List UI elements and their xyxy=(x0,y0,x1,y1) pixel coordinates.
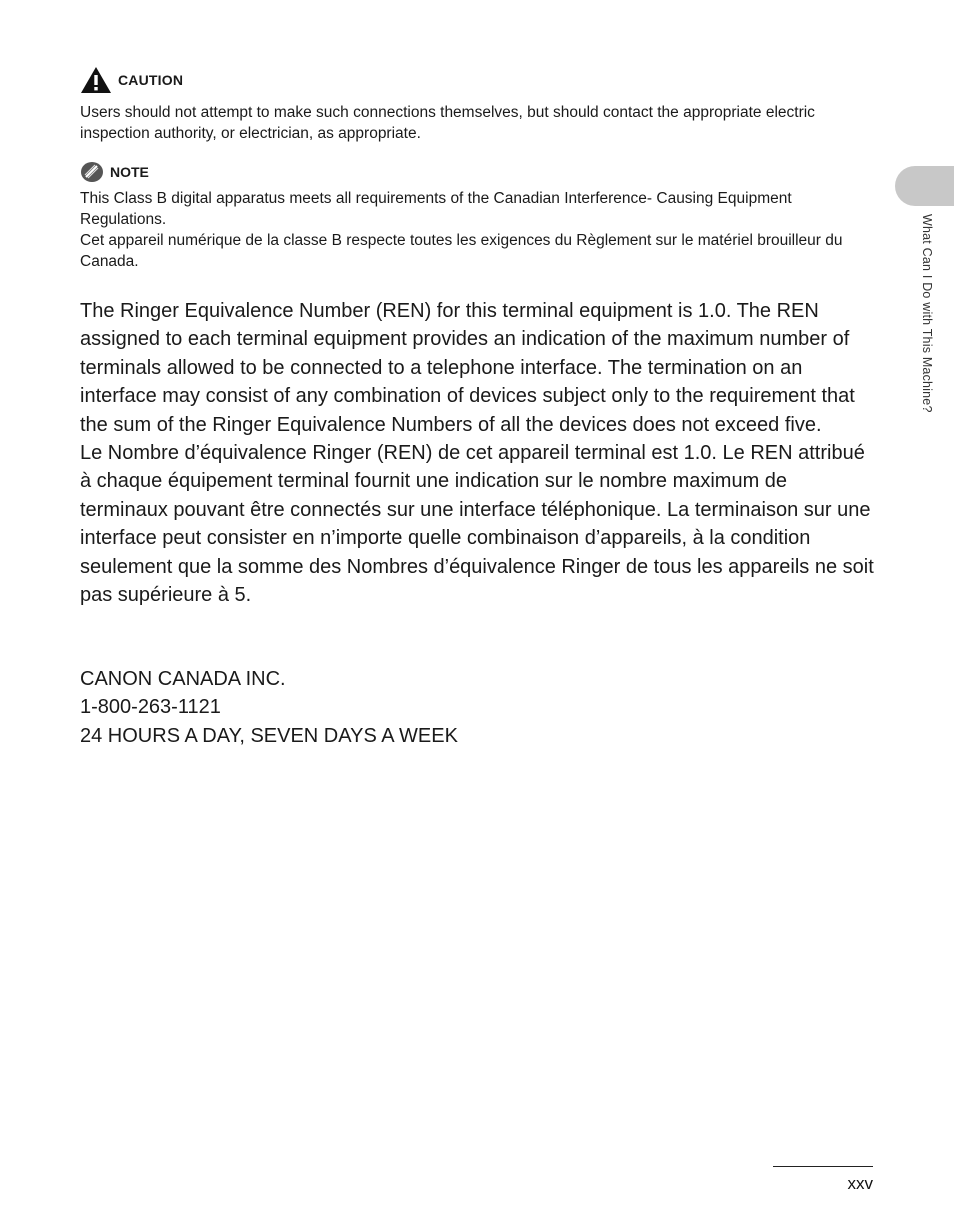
warning-triangle-icon xyxy=(80,66,112,94)
note-line-french: Cet appareil numérique de la classe B respecte toutes les exigences du Règlement sur le matériel brouilleur du Canada. xyxy=(80,232,843,270)
note-text xyxy=(80,188,880,272)
caution-text: Users should not attempt to make such connections themselves, but should contact the appropriate electric inspection authority, or electrician, as appropriate. xyxy=(80,104,815,142)
ren-statement xyxy=(80,297,880,609)
page-number: xxv xyxy=(847,1174,873,1193)
ren-paragraph-english: The Ringer Equivalence Number (REN) for this terminal equipment is 1.0. The REN assigned to each terminal equipment provides an indication of the maximum number of terminals allowed to be connected to a telephone interface. The termination on an interface may consist of any combination of devices subject only to the requirement that the sum of the Ringer Equivalence Numbers of all the devices does not exceed five. xyxy=(80,300,855,436)
note-title: NOTE xyxy=(110,164,149,180)
caution-header xyxy=(80,66,880,94)
note-line-english: This Class B digital apparatus meets all requirements of the Canadian Interference- Causing Equipment Regulations. xyxy=(80,190,792,228)
note-section xyxy=(80,160,880,272)
chapter-tab-label: What Can I Do with This Machine? xyxy=(920,214,934,413)
caution-section xyxy=(80,66,880,144)
company-name: CANON CANADA INC. xyxy=(80,668,286,690)
contact-info xyxy=(80,665,680,750)
note-header xyxy=(80,160,880,184)
footer-rule xyxy=(773,1166,873,1167)
ren-paragraph-french: Le Nombre d’équivalence Ringer (REN) de cet appareil terminal est 1.0. Le REN attribué à chaque équipement terminal fournit une indication sur le nombre maximum de terminaux pouvant être connectés sur une interface téléphonique. La terminaison sur une interface peut consister en n’importe quelle combinaison d’appareils, à la condition seulement que la somme des Nombres d’équivalence Ringer de tous les appareils ne soit pas supérieure à 5. xyxy=(80,442,874,607)
caution-title: CAUTION xyxy=(118,72,184,88)
service-hours: 24 HOURS A DAY, SEVEN DAYS A WEEK xyxy=(80,724,458,747)
chapter-tab xyxy=(895,166,954,206)
phone-number: 1-800-263-1121 xyxy=(80,696,221,719)
pencil-icon xyxy=(80,161,104,183)
